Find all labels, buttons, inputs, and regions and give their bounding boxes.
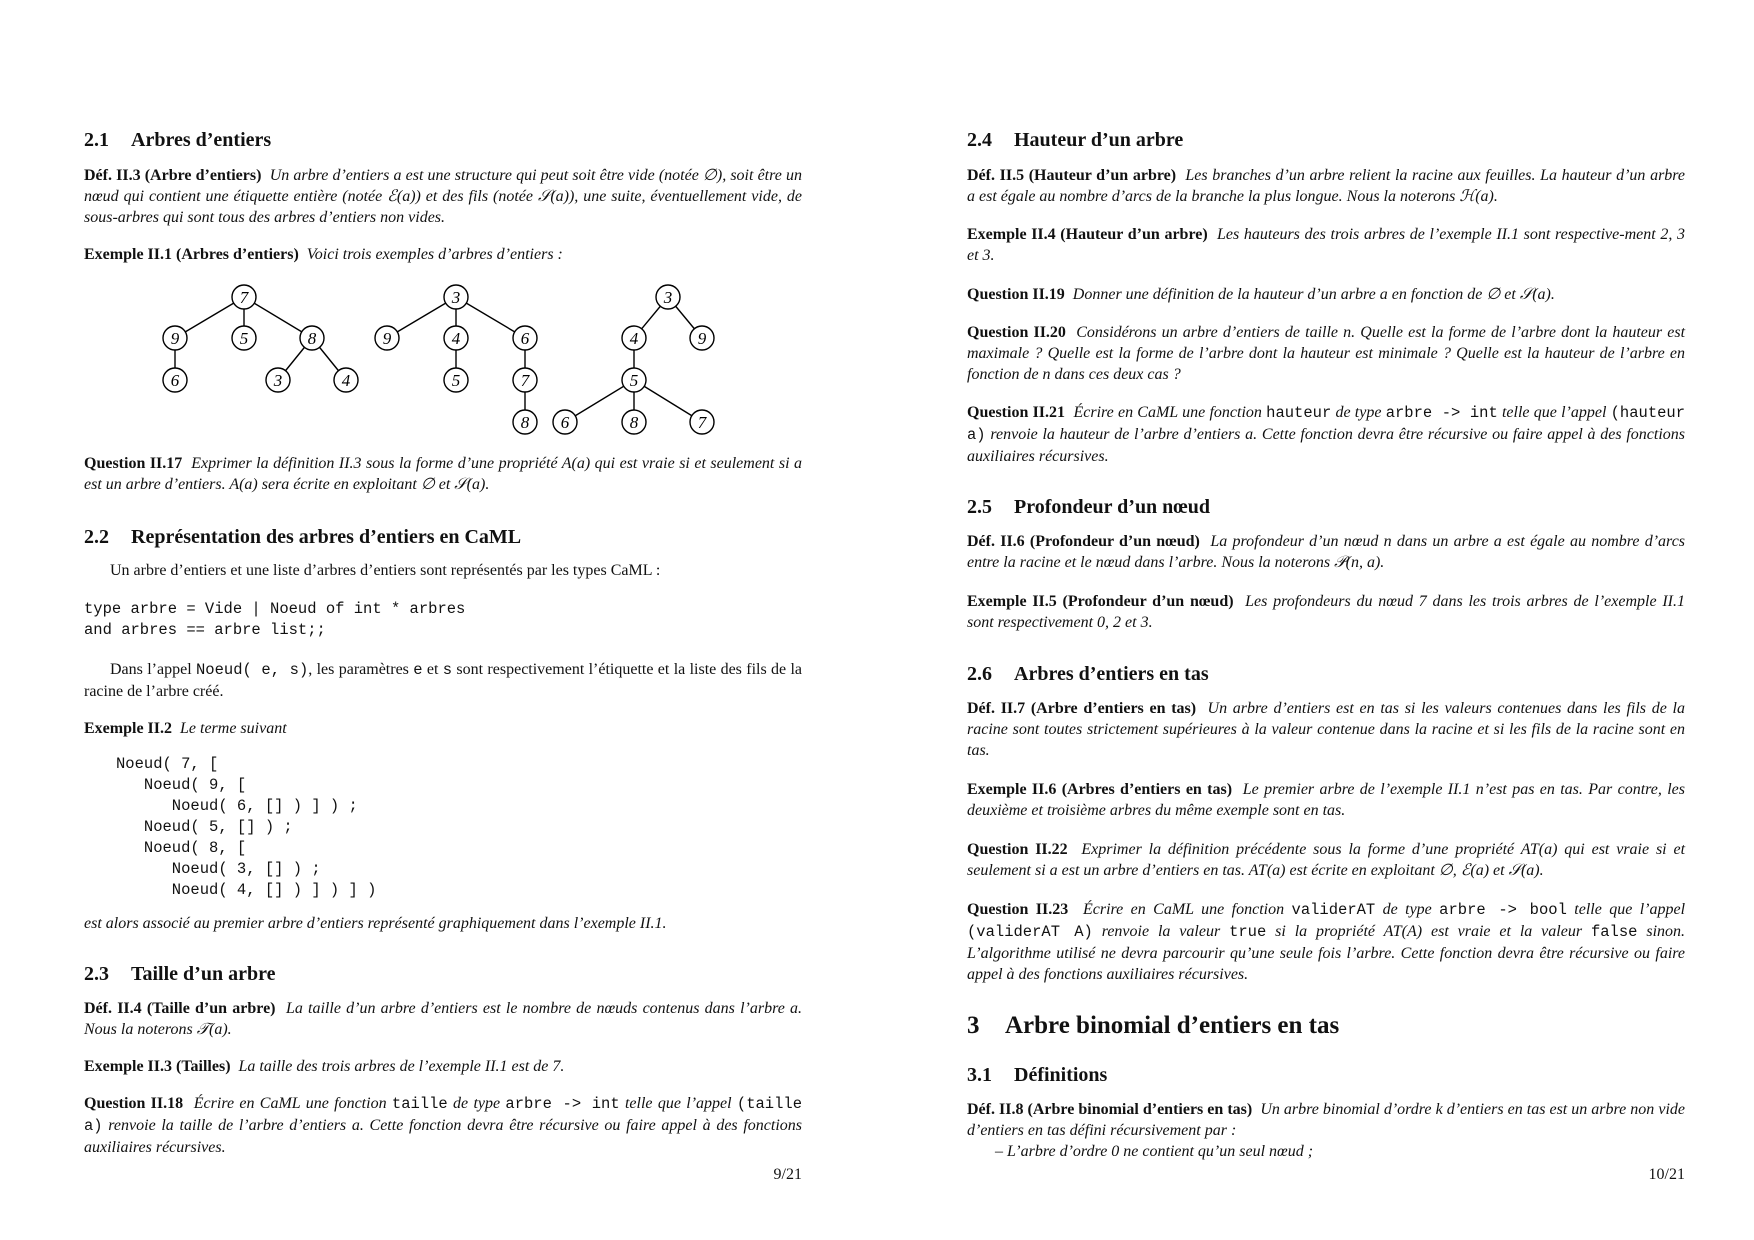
question-II-17: Question II.17 Exprimer la définition II.3 sous la forme d’une propriété A(a) qui est vraie si et seulement si a est un arbre d’entiers. A(a) sera écrite en exploitant ∅ et 𝒮(a). — [84, 455, 803, 493]
example-II-5: Exemple II.5 (Profondeur d’un nœud) Les profondeurs du nœud 7 dans les trois arbres de l’exemple II.1 sont respectivement 0, 2 et 3. — [967, 593, 1686, 631]
example-II-2: Exemple II.2 Le terme suivant — [84, 720, 287, 737]
example-II-2-conclusion: est alors associé au premier arbre d’entiers représenté graphiquement dans l’exemple II.1. — [84, 915, 667, 932]
code-example-term: Noeud( 7, [ Noeud( 9, [ Noeud( 6, [] ) ] ) ; Noeud( 5, [] ) ; Noeud( 8, [ Noeud( 3, [] ) ; Noeud( 4, [] ) ] ) ] ) — [116, 755, 377, 899]
section-2-6-heading: 2.6 Arbres d’entiers en tas — [967, 663, 1209, 685]
section-3-heading: 3 Arbre binomial d’entiers en tas — [967, 1012, 1340, 1039]
question-II-21: Question II.21 Écrire en CaML une fonction hauteur de type arbre -> int telle que l’appel (hauteur a) renvoie la hauteur de l’arbre d’entiers a. Cette fonction devra être récursive ou faire appel à des fonctions auxiliaires récursives. — [967, 404, 1686, 465]
tree1-label: 6 — [170, 371, 180, 390]
tree2-label: 9 — [382, 329, 392, 348]
definition-II-6: Déf. II.6 (Profondeur d’un nœud) La profondeur d’un nœud n dans un arbre a est égale au nombre d’arcs entre la racine et le nœud dans l’arbre. Nous la noterons 𝒫(n, a). — [967, 533, 1686, 571]
example-II-3: Exemple II.3 (Tailles) La taille des trois arbres de l’exemple II.1 est de 7. — [84, 1058, 565, 1075]
code-type-definition: type arbre = Vide | Noeud of int * arbres and arbres == arbre list;; — [84, 600, 466, 639]
definition-II-8: Déf. II.8 (Arbre binomial d’entiers en tas) Un arbre binomial d’ordre k d’entiers en tas est un arbre non vide d’entiers en tas défini récursivement par : — [967, 1101, 1685, 1139]
page-number: 10/21 — [1648, 1166, 1685, 1183]
tree1-label: 5 — [239, 329, 249, 348]
page-number: 9/21 — [773, 1166, 802, 1183]
definition-II-5: Déf. II.5 (Hauteur d’un arbre) Les branches d’un arbre relient la racine aux feuilles. La hauteur d’un arbre a est égale au nombre d’arcs de la branche la plus longue. Nous la noterons ℋ(a). — [967, 167, 1686, 205]
example-II-6: Exemple II.6 (Arbres d’entiers en tas) Le premier arbre de l’exemple II.1 n’est pas en tas. Par contre, les deuxième et troisième arbres du même exemple sont en tas. — [967, 781, 1685, 819]
tree1-label: 8 — [307, 329, 317, 348]
tree3-label: 9 — [697, 329, 707, 348]
tree2-label: 3 — [451, 288, 461, 307]
tree1-label: 4 — [341, 371, 351, 390]
example-II-1: Exemple II.1 (Arbres d’entiers) Voici trois exemples d’arbres d’entiers : — [84, 246, 563, 263]
tree3-label: 5 — [629, 371, 639, 390]
tree2-label: 4 — [451, 329, 461, 348]
paragraph-noeud-call: Dans l’appel Noeud( e, s), les paramètres e et s sont respectivement l’étiquette et la liste des fils de la racine de l’arbre créé. — [84, 661, 803, 700]
section-2-5-heading: 2.5 Profondeur d’un nœud — [967, 496, 1210, 518]
tree3-label: 8 — [629, 413, 639, 432]
section-2-1-heading: 2.1 Arbres d’entiers — [84, 129, 272, 151]
tree3-label: 3 — [663, 288, 673, 307]
section-2-2-heading: 2.2 Représentation des arbres d’entiers en CaML — [84, 526, 522, 548]
tree3-label: 6 — [560, 413, 570, 432]
tree1-label: 9 — [170, 329, 180, 348]
question-II-18: Question II.18 Écrire en CaML une fonction taille de type arbre -> int telle que l’appel (taille a) renvoie la taille de l’arbre d’entiers a. Cette fonction devra être récursive ou faire appel à des fonctions auxiliaires récursives. — [84, 1095, 803, 1156]
right-page — [967, 0, 1685, 1240]
question-II-22: Question II.22 Exprimer la définition précédente sous la forme d’une propriété AT(a) qui est vraie si et seulement si a est un arbre d’entiers en tas. AT(a) est écrite en exploitant ∅, ℰ(a) et 𝒮(a). — [967, 841, 1686, 879]
tree1-label: 3 — [273, 371, 283, 390]
tree2-label: 8 — [520, 413, 530, 432]
tree2-label: 5 — [451, 371, 461, 390]
question-II-19: Question II.19 Donner une définition de la hauteur d’un arbre a en fonction de ∅ et 𝒮(a). — [967, 286, 1555, 303]
question-II-23: Question II.23 Écrire en CaML une fonction validerAT de type arbre -> bool telle que l’appel (validerAT A) renvoie la valeur true si la propriété AT(A) est vraie et la valeur false sinon. L’algorithme utilisé ne devra parcourir qu’une seule fois l’arbre. Cette fonction devra être récursive ou faire appel à des fonctions auxiliaires récursives. — [967, 901, 1686, 983]
tree2-label: 7 — [520, 371, 530, 390]
tree2-label: 6 — [520, 329, 530, 348]
question-II-20: Question II.20 Considérons un arbre d’entiers de taille n. Quelle est la forme de l’arbre dont la hauteur est maximale ? Quelle est la forme de l’arbre dont la hauteur est minimale ? Quelle est la hauteur de l’arbre en fonction de n dans ces deux cas ? — [967, 324, 1686, 383]
definition-list — [967, 1141, 1713, 1162]
tree3-label: 7 — [697, 413, 707, 432]
section-2-4-heading: 2.4 Hauteur d’un arbre — [967, 129, 1184, 151]
definition-II-4: Déf. II.4 (Taille d’un arbre) La taille d’un arbre d’entiers est le nombre de nœuds contenus dans l’arbre a. Nous la noterons 𝒯(a). — [84, 1000, 803, 1038]
example-trees-figure — [84, 276, 802, 446]
definition-II-7: Déf. II.7 (Arbre d’entiers en tas) Un arbre d’entiers est en tas si les valeurs contenues dans les fils de la racine sont toutes strictement supérieures à la valeur contenue dans la racine et si les fils de la racine sont en tas. — [967, 700, 1686, 759]
left-page — [84, 0, 802, 1240]
tree1-label: 7 — [239, 288, 249, 307]
tree3-label: 4 — [629, 329, 639, 348]
list-item: – L’arbre d’ordre 0 ne contient qu’un seul nœud ; — [995, 1143, 1314, 1160]
section-2-3-heading: 2.3 Taille d’un arbre — [84, 963, 276, 985]
paragraph-types-intro: Un arbre d’entiers et une liste d’arbres d’entiers sont représentés par les types CaML : — [110, 562, 661, 579]
definition-II-3: Déf. II.3 (Arbre d’entiers) Un arbre d’entiers a est une structure qui peut soit être vide (notée ∅), soit être un nœud qui contient une étiquette entière (notée ℰ(a)) et des fils (notée 𝒮(a)), une suite, éventuellement vide, de sous-arbres qui sont tous des arbres d’entiers non vides. — [84, 167, 803, 226]
section-3-1-heading: 3.1 Définitions — [967, 1064, 1108, 1086]
example-II-4: Exemple II.4 (Hauteur d’un arbre) Les hauteurs des trois arbres de l’exemple II.1 sont respective-ment 2, 3 et 3. — [967, 226, 1686, 264]
